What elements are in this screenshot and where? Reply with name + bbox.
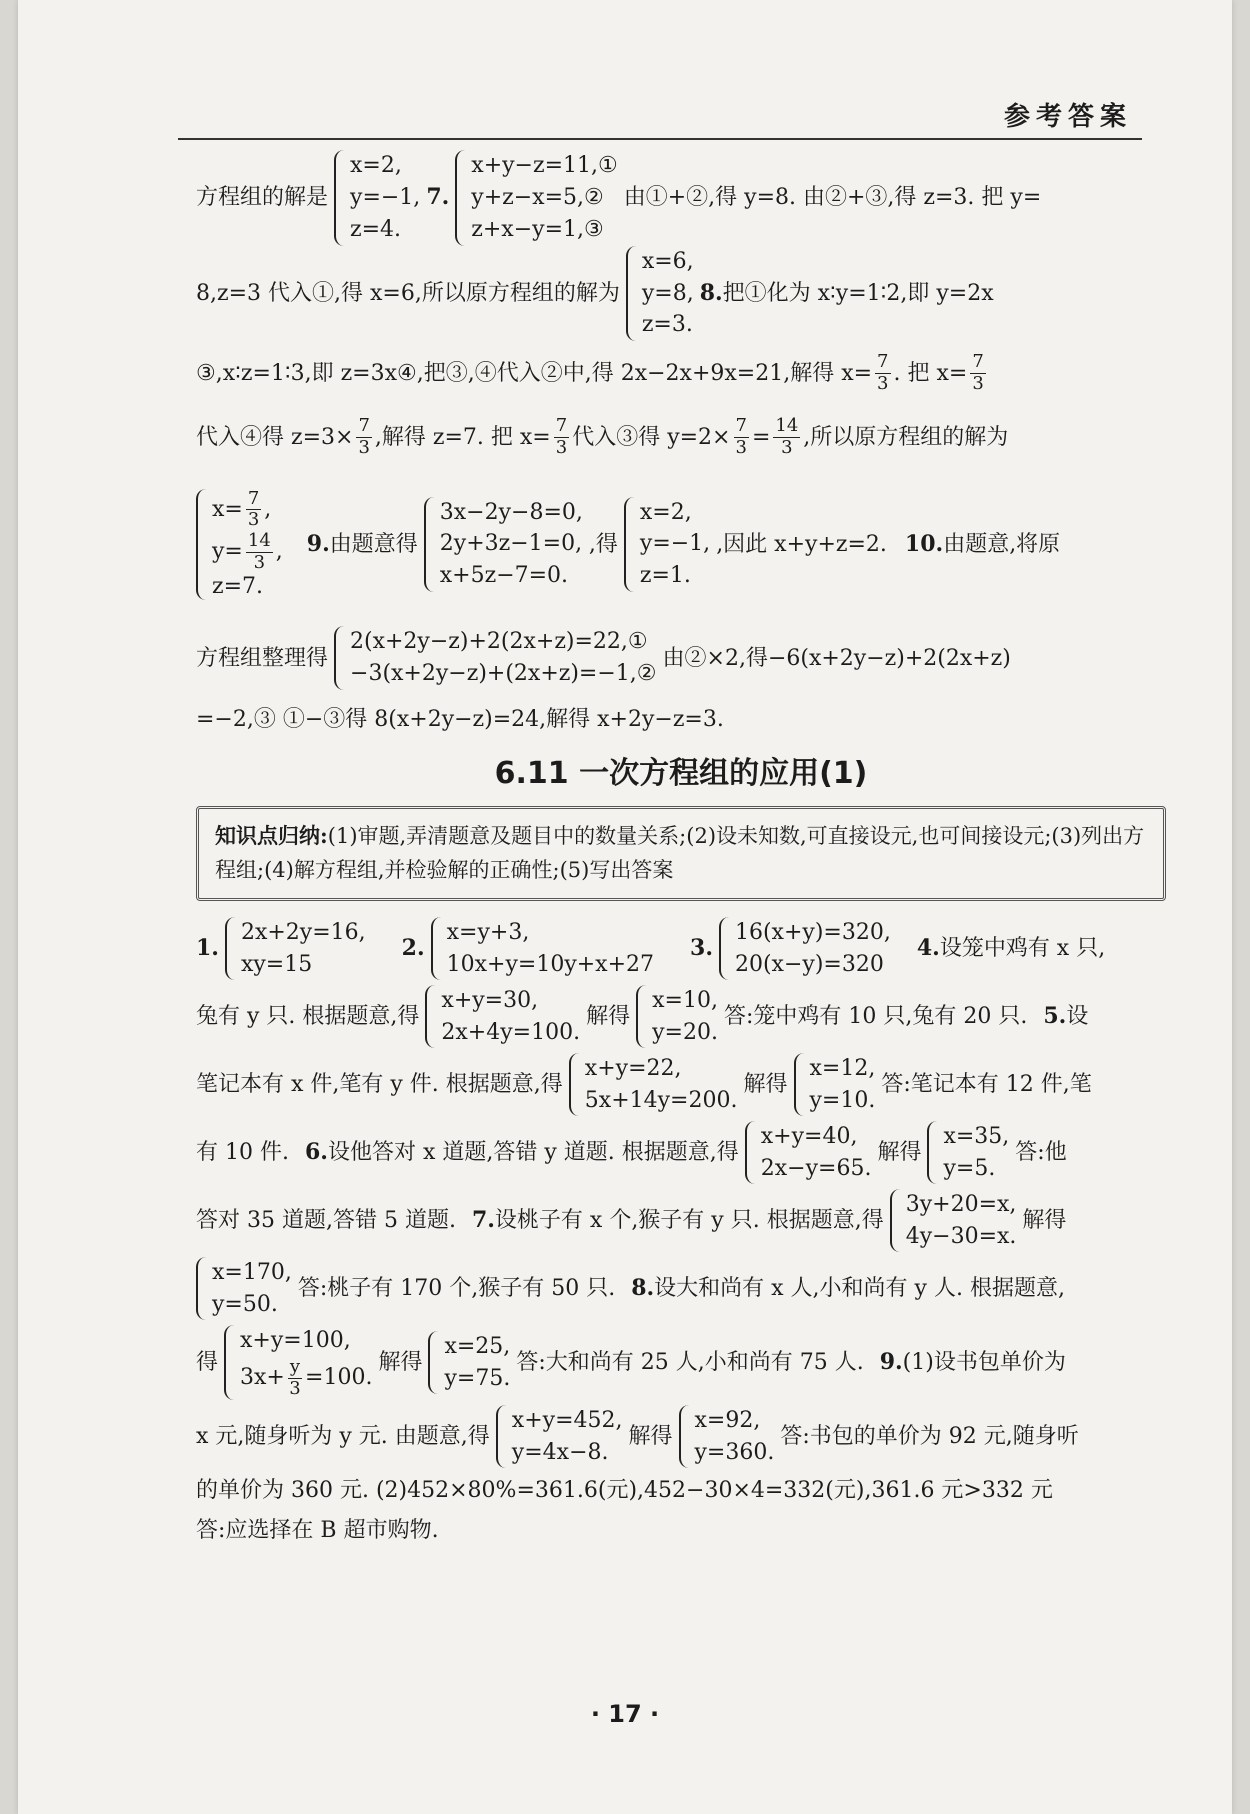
answer-line	[196, 150, 1166, 246]
text: 答对 35 道题,答错 5 道题.	[196, 1208, 456, 1234]
numerator: 14	[247, 530, 271, 552]
brace	[424, 497, 436, 593]
text: ,解得 z=7. 把 x=	[374, 424, 551, 450]
text: 由题意得	[329, 531, 418, 557]
eq: x=6,	[641, 248, 694, 274]
eq-part: y=	[212, 539, 243, 565]
eq: x=2,	[639, 499, 692, 525]
fraction	[554, 416, 569, 458]
eq: x=170,	[212, 1259, 292, 1285]
answer-line	[196, 619, 1166, 697]
eq: x=2,	[350, 153, 402, 178]
text: 答:书包的单价为 92 元,随身听	[780, 1424, 1079, 1450]
brace	[334, 150, 346, 246]
brace	[431, 917, 443, 981]
eq: x+y=452,	[511, 1407, 623, 1433]
eq: y+z−x=5,②	[471, 184, 604, 210]
question-number: 7.	[426, 184, 450, 211]
equation-system	[196, 489, 283, 600]
text: (1)设书包单价为	[902, 1350, 1066, 1376]
text: ③,x∶z=1∶3,即 z=3x④,把③,④代入②中,得 2x−2x+9x=21,解得 x=	[196, 360, 873, 386]
text: 解得	[586, 1004, 631, 1030]
eq: x+y−z=11,①	[471, 153, 618, 178]
text: 解得	[877, 1140, 922, 1166]
fraction	[734, 416, 749, 458]
brace	[428, 1331, 440, 1395]
numerator: 7	[358, 415, 370, 437]
header-rule	[178, 138, 1142, 140]
question-number: 10.	[904, 530, 944, 557]
numerator: 14	[775, 415, 799, 437]
denominator: 3	[289, 1377, 301, 1399]
knowledge-text: (1)审题,弄清题意及题目中的数量关系;(2)设未知数,可直接设元,也可间接设元;(3)列出方程组;(4)解方程组,并检验解的正确性;(5)写出答案	[215, 824, 1145, 882]
equation-system	[425, 985, 580, 1049]
eq: x+y=100,	[240, 1328, 351, 1354]
equation-system	[225, 917, 366, 981]
eq: z=4.	[350, 216, 402, 242]
text: 设桃子有 x 个,猴子有 y 只. 根据题意,得	[494, 1208, 884, 1234]
equation-system	[428, 1331, 510, 1395]
answer-line	[196, 246, 1166, 342]
text: 代入③得 y=2×	[572, 424, 731, 450]
brace	[425, 985, 437, 1049]
eq: x+y=30,	[441, 987, 539, 1013]
answer-line	[196, 1323, 1166, 1403]
numerator: 7	[247, 487, 260, 509]
equation-system	[334, 150, 420, 246]
brace	[224, 1325, 236, 1399]
eq: y=4x−8.	[511, 1439, 609, 1465]
brace	[719, 917, 731, 981]
text: 方程组的解是	[196, 185, 329, 211]
equation-system	[431, 917, 654, 981]
question-number: 3.	[690, 935, 713, 962]
fraction	[773, 416, 800, 458]
eq: y=5.	[943, 1155, 996, 1181]
eq: x+y=22,	[584, 1055, 682, 1081]
eq-part: 3x+	[240, 1365, 285, 1391]
text: 由①+②,得 y=8. 由②+③,得 z=3. 把 y=	[623, 185, 1042, 211]
equation-system	[679, 1405, 775, 1469]
text: 兔有 y 只. 根据题意,得	[196, 1004, 420, 1030]
text: 把①化为 x∶y=1∶2,即 y=2x	[722, 281, 994, 306]
answer-line	[196, 405, 1166, 469]
equation-system	[890, 1189, 1017, 1253]
eq: 2y+3z−1=0,	[439, 531, 583, 557]
equation-system	[794, 1053, 876, 1117]
answer-line	[196, 469, 1166, 619]
eq: y=50.	[212, 1291, 278, 1317]
brace	[196, 1257, 208, 1321]
text: =	[751, 424, 771, 450]
eq: y=−1,	[639, 531, 711, 557]
denominator: 3	[972, 372, 984, 394]
eq: x=92,	[694, 1407, 761, 1433]
equation-system	[196, 1257, 292, 1321]
text: 设笼中鸡有 x 只,	[939, 936, 1106, 962]
question-number: 2.	[401, 935, 425, 962]
content	[196, 150, 1166, 1551]
text: 解得	[628, 1424, 673, 1450]
eq: x+5z−7=0.	[439, 563, 569, 589]
fraction	[356, 416, 371, 458]
numerator: 7	[735, 415, 747, 437]
equation-system	[455, 150, 617, 246]
page	[18, 0, 1232, 1814]
question-number: 5.	[1043, 1003, 1067, 1030]
eq-part: x=	[212, 496, 243, 522]
text: =−2,③ ①−③得 8(x+2y−z)=24,解得 x+2y−z=3.	[196, 706, 724, 732]
answer-line	[196, 1471, 1166, 1511]
equation-system	[224, 1325, 372, 1399]
question-number: 1.	[196, 935, 219, 962]
answer-line	[196, 915, 1166, 983]
denominator: 3	[247, 509, 260, 531]
equation-system	[424, 497, 583, 593]
brace	[624, 497, 636, 593]
fraction	[246, 531, 273, 573]
fraction	[970, 352, 985, 394]
question-number: 6.	[304, 1139, 328, 1166]
eq: 2x+2y=16,	[240, 919, 366, 945]
brace	[794, 1053, 806, 1117]
equation-system	[745, 1121, 872, 1185]
brace	[569, 1053, 581, 1117]
text: 答:他	[1015, 1140, 1067, 1166]
answer-line	[196, 1051, 1166, 1119]
denominator: 3	[555, 436, 568, 458]
eq: 4y−30=x.	[905, 1223, 1017, 1249]
text: ,因此 x+y+z=2.	[716, 531, 887, 557]
eq: x=y+3,	[446, 919, 530, 945]
answer-line	[196, 983, 1166, 1051]
eq: y=10.	[809, 1087, 876, 1113]
answer-line	[196, 697, 1166, 741]
eq: y=360.	[694, 1439, 775, 1465]
equation-system	[927, 1121, 1009, 1185]
question-number: 9.	[306, 530, 330, 557]
brace	[225, 917, 237, 981]
text: 解得	[743, 1072, 788, 1098]
equation-system	[496, 1405, 623, 1469]
answer-line	[196, 1403, 1166, 1471]
eq: 5x+14y=200.	[584, 1087, 738, 1113]
eq: 2x−y=65.	[760, 1155, 872, 1181]
question-number: 8.	[699, 280, 723, 306]
header-title: 参考答案	[1003, 102, 1132, 132]
brace	[927, 1121, 939, 1185]
denominator: 3	[877, 372, 889, 394]
eq	[212, 489, 283, 531]
eq: 10x+y=10y+x+27	[446, 951, 655, 977]
denominator: 3	[358, 436, 370, 458]
numerator: 7	[555, 415, 568, 437]
eq: z=7.	[212, 573, 264, 599]
question-number: 7.	[471, 1207, 495, 1234]
equation-system	[334, 626, 657, 690]
fraction	[246, 489, 261, 531]
text: x 元,随身听为 y 元. 由题意,得	[196, 1424, 490, 1450]
eq: y=8,	[641, 280, 694, 306]
eq: 2x+4y=100.	[441, 1019, 581, 1045]
answer-line	[196, 1511, 1166, 1551]
eq: x=12,	[809, 1055, 876, 1081]
text: 由题意,将原	[943, 531, 1061, 557]
text: 的单价为 360 元. (2)452×80%=361.6(元),452−30×4=332(元),361.6 元>332 元	[196, 1478, 1053, 1504]
text: ,所以原方程组的解为	[803, 424, 1009, 450]
text: 设大和尚有 x 人,小和尚有 y 人. 根据题意,	[654, 1276, 1065, 1302]
eq: xy=15	[240, 951, 313, 977]
eq: x=35,	[943, 1123, 1010, 1149]
text: 得	[196, 1350, 219, 1376]
eq-part: ,	[264, 496, 272, 522]
equation-system	[624, 497, 710, 593]
text: . 把 x=	[893, 360, 968, 386]
brace	[679, 1405, 691, 1469]
numerator: 7	[877, 351, 889, 373]
eq: z=3.	[641, 312, 693, 338]
eq-part: ,	[275, 539, 283, 565]
eq: 3x−2y−8=0,	[439, 499, 583, 525]
text: 由②×2,得−6(x+2y−z)+2(2x+z)	[662, 645, 1011, 671]
text: 答:笔记本有 12 件,笔	[881, 1072, 1092, 1098]
page-number: · 17 ·	[590, 1700, 660, 1728]
eq: z=1.	[639, 563, 691, 589]
denominator: 3	[735, 436, 747, 458]
eq: y=20.	[652, 1019, 718, 1045]
eq	[240, 1357, 372, 1399]
text: 解得	[378, 1350, 423, 1376]
text: 答:桃子有 170 个,猴子有 50 只.	[297, 1276, 616, 1302]
answer-line	[196, 1255, 1166, 1323]
knowledge-box	[196, 806, 1166, 900]
numerator: y	[289, 1356, 301, 1378]
eq: x+y=40,	[760, 1123, 858, 1149]
section-title: 6.11 一次方程组的应用(1)	[494, 756, 868, 792]
denominator: 3	[781, 436, 793, 458]
answer-line	[196, 341, 1166, 405]
equation-system	[569, 1053, 738, 1117]
eq: x=10,	[652, 987, 718, 1013]
eq: x=25,	[444, 1333, 511, 1359]
text: 代入④得 z=3×	[196, 424, 354, 450]
knowledge-label: 知识点归纳:	[215, 823, 328, 849]
text: 设他答对 x 道题,答错 y 道题. 根据题意,得	[327, 1140, 739, 1166]
eq: 3y+20=x,	[905, 1191, 1017, 1217]
answer-line	[196, 1119, 1166, 1187]
eq	[212, 531, 283, 573]
eq: −3(x+2y−z)+(2x+z)=−1,②	[350, 661, 657, 687]
text: 解得	[1022, 1208, 1067, 1234]
text: 8,z=3 代入①,得 x=6,所以原方程组的解为	[196, 281, 620, 306]
question-number: 9.	[879, 1349, 903, 1376]
fraction	[288, 1357, 302, 1399]
equation-system	[636, 985, 718, 1049]
answer-line	[196, 1187, 1166, 1255]
eq: 2(x+2y−z)+2(2x+z)=22,①	[350, 629, 648, 655]
text: ,得	[588, 531, 618, 557]
brace	[890, 1189, 902, 1253]
eq: z+x−y=1,③	[471, 216, 604, 242]
brace	[626, 246, 638, 342]
question-number: 8.	[631, 1275, 655, 1302]
equation-system	[719, 917, 891, 981]
text: 方程组整理得	[196, 645, 329, 671]
eq: 20(x−y)=320	[734, 951, 884, 977]
eq: y=75.	[444, 1365, 511, 1391]
denominator: 3	[253, 551, 266, 573]
fraction	[875, 352, 890, 394]
eq-part: =100.	[305, 1365, 373, 1391]
brace	[745, 1121, 757, 1185]
text: 笔记本有 x 件,笔有 y 件. 根据题意,得	[196, 1072, 563, 1098]
numerator: 7	[972, 351, 984, 373]
equation-system	[626, 246, 694, 342]
eq: 16(x+y)=320,	[734, 919, 891, 945]
text: 有 10 件.	[196, 1140, 289, 1166]
text: 答:应选择在 B 超市购物.	[196, 1518, 439, 1544]
brace	[334, 626, 346, 690]
question-number: 4.	[916, 935, 940, 962]
brace	[196, 489, 208, 600]
brace	[455, 150, 467, 246]
text: 设	[1066, 1004, 1089, 1030]
text: 答:笼中鸡有 10 只,兔有 20 只.	[723, 1004, 1028, 1030]
brace	[636, 985, 648, 1049]
brace	[496, 1405, 508, 1469]
eq: y=−1,	[350, 184, 421, 210]
text: 答:大和尚有 25 人,小和尚有 75 人.	[516, 1350, 864, 1376]
